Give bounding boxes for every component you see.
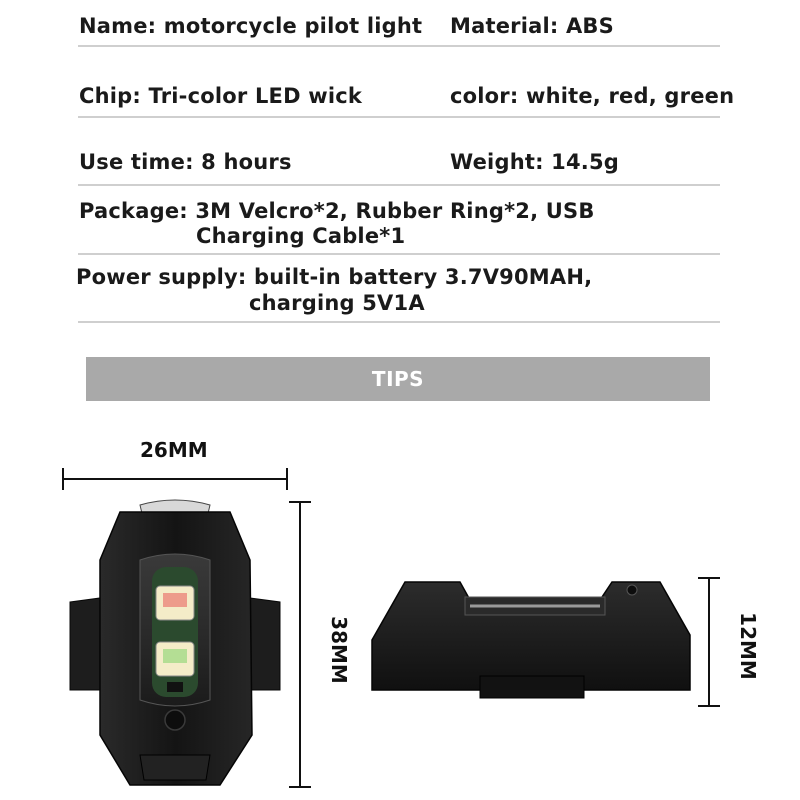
spec-color: color: white, red, green: [450, 84, 735, 108]
spec-power-line2: charging 5V1A: [249, 291, 425, 315]
spec-use-time: Use time: 8 hours: [79, 150, 292, 174]
spec-power-line1: Power supply: built-in battery 3.7V90MAH,: [76, 265, 593, 289]
spec-weight: Weight: 14.5g: [450, 150, 620, 174]
height-dimension-label: 38MM: [326, 616, 351, 684]
spec-material: Material: ABS: [450, 14, 614, 38]
spec-package-line2: Charging Cable*1: [196, 224, 406, 248]
width-dimension-label: 26MM: [140, 438, 208, 462]
spec-chip: Chip: Tri-color LED wick: [79, 84, 363, 108]
spec-package-line1: Package: 3M Velcro*2, Rubber Ring*2, USB: [79, 199, 595, 223]
depth-dimension-label: 12MM: [735, 612, 760, 680]
tips-label: TIPS: [371, 367, 425, 391]
spec-name: Name: motorcycle pilot light: [79, 14, 423, 38]
